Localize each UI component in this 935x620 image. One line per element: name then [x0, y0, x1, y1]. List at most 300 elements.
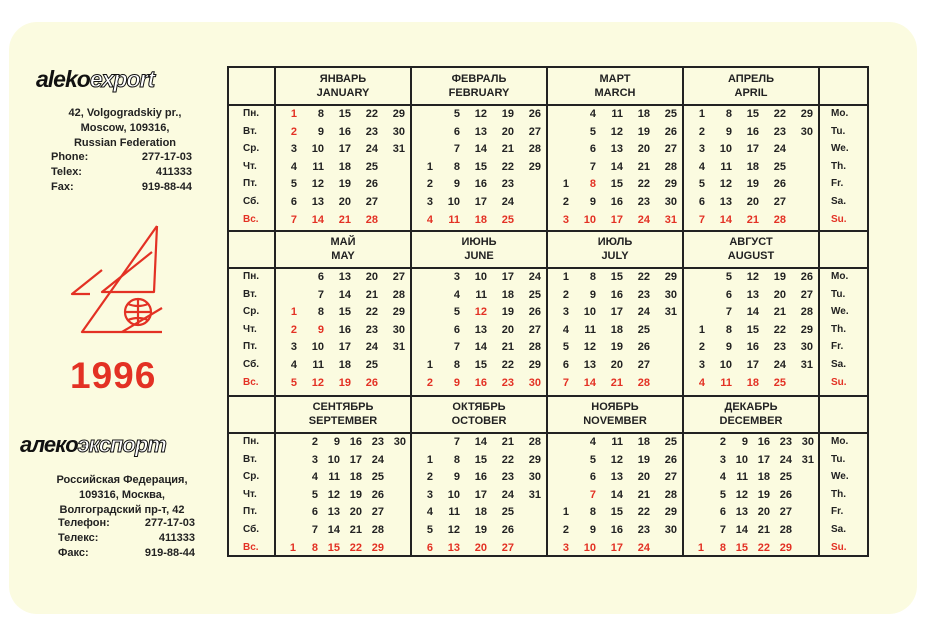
month-name-en: MAY — [331, 250, 355, 262]
day-cell: 3 — [311, 453, 318, 466]
day-cell: 15 — [338, 306, 351, 319]
day-cell: 7 — [589, 160, 596, 173]
day-cell: 2 — [719, 436, 726, 448]
day-cell: 15 — [610, 178, 623, 191]
day-cell: 30 — [392, 125, 405, 138]
day-cell: 17 — [501, 271, 514, 283]
day-cell: 2 — [311, 436, 318, 448]
day-cell: 15 — [474, 453, 487, 466]
day-cell: 14 — [735, 524, 748, 536]
day-cell: 19 — [773, 271, 786, 283]
day-cell: 2 — [426, 178, 433, 191]
day-cell: 4 — [290, 160, 297, 173]
day-cell: 17 — [474, 488, 487, 501]
day-cell: 3 — [698, 143, 705, 156]
day-cell: 23 — [779, 436, 792, 448]
day-cell: 14 — [610, 488, 623, 501]
day-cell: 31 — [800, 359, 813, 371]
day-cell: 6 — [453, 323, 460, 336]
day-cell: 30 — [528, 471, 541, 484]
day-cell: 14 — [311, 213, 324, 226]
day-cell: 10 — [474, 271, 487, 283]
day-cell: 17 — [338, 143, 351, 156]
day-cell: 16 — [474, 471, 487, 484]
day-cell: 18 — [501, 288, 514, 301]
grid-line — [229, 432, 867, 434]
day-cell: 16 — [610, 288, 623, 301]
day-cell: 24 — [365, 341, 378, 354]
day-cell: 20 — [501, 125, 514, 138]
day-cell: 8 — [317, 306, 324, 319]
weekday-label-ru: Вс. — [243, 541, 259, 553]
day-cell: 14 — [474, 436, 487, 448]
day-cell: 17 — [474, 196, 487, 208]
day-cell: 31 — [664, 213, 677, 226]
month-name-en: APRIL — [734, 87, 768, 99]
day-cell: 5 — [589, 125, 596, 138]
day-cell: 31 — [801, 453, 814, 466]
month-name-ru: ИЮНЬ — [461, 236, 497, 248]
day-cell: 25 — [501, 213, 514, 226]
day-cell: 8 — [453, 453, 460, 466]
day-cell: 29 — [800, 108, 813, 120]
day-cell: 2 — [562, 288, 569, 301]
day-cell: 5 — [725, 271, 732, 283]
day-cell: 19 — [474, 524, 487, 536]
day-cell: 1 — [290, 306, 297, 319]
month-name-en: OCTOBER — [451, 415, 507, 427]
day-cell: 17 — [610, 306, 623, 319]
day-cell: 15 — [474, 359, 487, 371]
day-cell: 1 — [562, 506, 569, 519]
day-cell: 9 — [725, 125, 732, 138]
day-cell: 17 — [610, 541, 623, 554]
day-cell: 24 — [501, 488, 514, 501]
day-cell: 23 — [365, 323, 378, 336]
day-cell: 12 — [311, 178, 324, 191]
day-cell: 21 — [501, 436, 514, 448]
day-cell: 17 — [746, 359, 759, 371]
day-cell: 13 — [610, 143, 623, 156]
day-cell: 10 — [735, 453, 748, 466]
month-name — [411, 235, 547, 263]
day-cell: 25 — [371, 471, 384, 484]
day-cell: 7 — [453, 341, 460, 354]
weekday-label-en: Sa. — [831, 359, 847, 370]
day-cell: 11 — [720, 376, 732, 389]
month-name-en: JUNE — [464, 250, 494, 262]
day-cell: 9 — [317, 125, 324, 138]
weekday-label-ru: Сб. — [243, 359, 260, 370]
day-cell: 24 — [501, 196, 514, 208]
day-cell: 10 — [719, 359, 732, 371]
weekday-label-ru: Сб. — [243, 524, 260, 535]
contact-row: Факс: 919-88-44 — [58, 547, 195, 559]
day-cell: 9 — [333, 436, 340, 448]
day-cell: 12 — [311, 376, 324, 389]
day-cell: 27 — [501, 541, 514, 554]
contact-row: Fax: 919-88-44 — [51, 181, 192, 193]
day-cell: 27 — [637, 359, 650, 371]
day-cell: 29 — [664, 178, 677, 191]
grid-line — [229, 230, 867, 232]
day-cell: 27 — [365, 196, 378, 208]
day-cell: 27 — [371, 506, 384, 519]
day-cell: 9 — [741, 436, 748, 448]
month-name-ru: ИЮЛЬ — [597, 236, 633, 248]
grid-line — [818, 68, 820, 555]
day-cell: 3 — [290, 143, 297, 156]
month-name-ru: ОКТЯБРЬ — [452, 401, 506, 413]
day-cell: 14 — [583, 376, 596, 389]
day-cell: 13 — [474, 323, 487, 336]
day-cell: 8 — [719, 541, 726, 554]
weekday-label-en: Sa. — [831, 196, 847, 207]
month-name — [683, 235, 819, 263]
day-cell: 13 — [474, 125, 487, 138]
day-cell: 19 — [501, 306, 514, 319]
day-cell: 24 — [637, 541, 650, 554]
day-cell: 2 — [562, 524, 569, 536]
day-cell: 15 — [746, 323, 759, 336]
day-cell: 20 — [637, 471, 650, 484]
day-cell: 8 — [725, 323, 732, 336]
day-cell: 23 — [501, 471, 514, 484]
day-cell: 26 — [528, 108, 541, 120]
weekday-label-ru: Ср. — [243, 143, 260, 155]
day-cell: 22 — [637, 506, 650, 519]
day-cell: 13 — [447, 541, 460, 554]
day-cell: 4 — [719, 471, 726, 484]
weekday-label-ru: Вт. — [243, 125, 257, 137]
day-cell: 8 — [725, 108, 732, 120]
day-cell: 5 — [426, 524, 433, 536]
day-cell: 4 — [426, 506, 433, 519]
grid-line — [229, 267, 867, 269]
day-cell: 28 — [365, 213, 378, 226]
day-cell: 25 — [773, 376, 786, 389]
day-cell: 5 — [562, 341, 569, 354]
day-cell: 3 — [426, 196, 433, 208]
day-cell: 28 — [528, 143, 541, 156]
day-cell: 5 — [453, 108, 460, 120]
day-cell: 9 — [589, 524, 596, 536]
day-cell: 29 — [800, 323, 813, 336]
weekday-label-en: Sa. — [831, 524, 847, 535]
day-cell: 7 — [562, 376, 569, 389]
day-cell: 15 — [735, 541, 748, 554]
day-cell: 21 — [349, 524, 362, 536]
day-cell: 25 — [528, 288, 541, 301]
day-cell: 22 — [637, 271, 650, 283]
day-cell: 20 — [365, 271, 378, 283]
day-cell: 9 — [589, 288, 596, 301]
day-cell: 25 — [365, 359, 378, 371]
day-cell: 22 — [349, 541, 362, 554]
weekday-label-ru: Ср. — [243, 306, 260, 318]
day-cell: 19 — [637, 125, 650, 138]
day-cell: 31 — [392, 341, 405, 354]
day-cell: 11 — [720, 160, 732, 173]
day-cell: 13 — [610, 471, 623, 484]
day-cell: 5 — [453, 306, 460, 319]
day-cell: 9 — [589, 196, 596, 208]
day-cell: 1 — [562, 178, 569, 191]
day-cell: 18 — [637, 108, 650, 120]
month-name-en: MARCH — [594, 87, 636, 99]
day-cell: 18 — [474, 506, 487, 519]
day-cell: 1 — [698, 323, 705, 336]
day-cell: 4 — [453, 288, 460, 301]
grid-line — [410, 68, 412, 555]
day-cell: 21 — [746, 213, 759, 226]
day-cell: 3 — [698, 359, 705, 371]
day-cell: 21 — [365, 288, 378, 301]
company-logo-latin: alekoexport — [36, 66, 155, 92]
month-name — [411, 72, 547, 100]
day-cell: 17 — [338, 341, 351, 354]
weekday-label-en: Tu. — [831, 453, 846, 465]
day-cell: 30 — [392, 323, 405, 336]
day-cell: 26 — [365, 376, 378, 389]
day-cell: 28 — [637, 376, 650, 389]
day-cell: 25 — [664, 436, 677, 448]
month-name-en: FEBRUARY — [448, 87, 510, 99]
contact-row: Telex: 411333 — [51, 166, 192, 178]
day-cell: 23 — [637, 196, 650, 208]
day-cell: 2 — [290, 125, 297, 138]
day-cell: 30 — [664, 524, 677, 536]
day-cell: 28 — [664, 488, 677, 501]
day-cell: 3 — [562, 541, 569, 554]
day-cell: 16 — [757, 436, 770, 448]
day-cell: 26 — [664, 453, 677, 466]
day-cell: 12 — [474, 306, 487, 319]
month-name-ru: МАЙ — [330, 236, 356, 248]
contact-row: Телефон: 277-17-03 — [58, 517, 195, 529]
month-name-ru: АВГУСТ — [729, 236, 773, 248]
day-cell: 18 — [338, 160, 351, 173]
weekday-label-en: We. — [831, 143, 849, 155]
day-cell: 30 — [393, 436, 406, 448]
month-name — [411, 400, 547, 428]
month-name-ru: СЕНТЯБРЬ — [312, 401, 374, 413]
weekday-label-en: We. — [831, 471, 849, 483]
day-cell: 30 — [800, 125, 813, 138]
day-cell: 21 — [757, 524, 770, 536]
day-cell: 12 — [474, 108, 487, 120]
day-cell: 8 — [311, 541, 318, 554]
day-cell: 8 — [453, 359, 460, 371]
day-cell: 5 — [290, 178, 297, 191]
day-cell: 3 — [719, 453, 726, 466]
day-cell: 16 — [610, 524, 623, 536]
day-cell: 26 — [365, 178, 378, 191]
day-cell: 23 — [637, 288, 650, 301]
weekday-label-ru: Пн. — [243, 108, 260, 119]
day-cell: 15 — [338, 108, 351, 120]
weekday-label-ru: Чт. — [243, 488, 257, 500]
day-cell: 13 — [735, 506, 748, 519]
day-cell: 12 — [583, 341, 596, 354]
day-cell: 30 — [800, 341, 813, 354]
day-cell: 16 — [474, 178, 487, 191]
day-cell: 16 — [746, 125, 759, 138]
day-cell: 31 — [392, 143, 405, 156]
day-cell: 19 — [637, 453, 650, 466]
contact-row: Телекс: 411333 — [58, 532, 195, 544]
day-cell: 2 — [426, 376, 433, 389]
day-cell: 7 — [290, 213, 297, 226]
weekday-label-en: Su. — [831, 213, 847, 225]
day-cell: 29 — [528, 359, 541, 371]
day-cell: 3 — [562, 306, 569, 319]
company-logo-cyrillic: алекоэкспорт — [20, 432, 166, 457]
day-cell: 24 — [528, 271, 541, 283]
month-name — [275, 400, 411, 428]
day-cell: 9 — [725, 341, 732, 354]
day-cell: 1 — [698, 108, 705, 120]
day-cell: 1 — [289, 541, 296, 554]
weekday-label-en: Th. — [831, 488, 846, 500]
day-cell: 20 — [637, 143, 650, 156]
day-cell: 17 — [610, 213, 623, 226]
day-cell: 28 — [528, 341, 541, 354]
day-cell: 20 — [349, 506, 362, 519]
day-cell: 1 — [426, 453, 433, 466]
day-cell: 14 — [474, 341, 487, 354]
day-cell: 3 — [290, 341, 297, 354]
day-cell: 25 — [779, 471, 792, 484]
day-cell: 21 — [773, 306, 786, 319]
day-cell: 8 — [589, 271, 596, 283]
day-cell: 26 — [664, 125, 677, 138]
month-name-ru: ФЕВРАЛЬ — [451, 73, 507, 85]
day-cell: 5 — [719, 488, 726, 501]
day-cell: 26 — [501, 524, 514, 536]
day-cell: 5 — [290, 376, 297, 389]
day-cell: 6 — [426, 541, 433, 554]
day-cell: 28 — [371, 524, 384, 536]
day-cell: 19 — [757, 488, 770, 501]
day-cell: 11 — [611, 436, 623, 448]
month-name — [683, 400, 819, 428]
grid-line — [274, 68, 276, 555]
day-cell: 24 — [779, 453, 792, 466]
weekday-label-en: Su. — [831, 541, 847, 553]
day-cell: 16 — [610, 196, 623, 208]
day-cell: 11 — [448, 506, 460, 519]
day-cell: 25 — [664, 108, 677, 120]
day-cell: 21 — [637, 488, 650, 501]
weekday-label-ru: Сб. — [243, 196, 260, 207]
day-cell: 4 — [698, 376, 705, 389]
day-cell: 26 — [371, 488, 384, 501]
weekday-label-en: Th. — [831, 323, 846, 335]
day-cell: 10 — [447, 488, 460, 501]
contact-row: Phone: 277-17-03 — [51, 151, 192, 163]
month-name — [547, 235, 683, 263]
day-cell: 9 — [453, 376, 460, 389]
weekday-label-ru: Ср. — [243, 471, 260, 483]
day-cell: 6 — [725, 288, 732, 301]
month-name — [275, 72, 411, 100]
month-name — [547, 400, 683, 428]
weekday-label-en: We. — [831, 306, 849, 318]
day-cell: 11 — [475, 288, 487, 301]
weekday-label-en: Fr. — [831, 341, 844, 353]
day-cell: 28 — [664, 160, 677, 173]
day-cell: 5 — [311, 488, 318, 501]
day-cell: 20 — [474, 541, 487, 554]
day-cell: 1 — [697, 541, 704, 554]
day-cell: 25 — [773, 160, 786, 173]
day-cell: 1 — [426, 160, 433, 173]
day-cell: 27 — [528, 125, 541, 138]
day-cell: 28 — [800, 306, 813, 319]
day-cell: 26 — [773, 178, 786, 191]
day-cell: 29 — [392, 306, 405, 319]
day-cell: 16 — [746, 341, 759, 354]
calendar-grid — [227, 66, 869, 557]
weekday-label-en: Tu. — [831, 125, 846, 137]
day-cell: 30 — [664, 288, 677, 301]
day-cell: 1 — [290, 108, 297, 120]
day-cell: 7 — [453, 436, 460, 448]
day-cell: 29 — [664, 506, 677, 519]
day-cell: 13 — [746, 288, 759, 301]
day-cell: 22 — [501, 359, 514, 371]
day-cell: 4 — [589, 436, 596, 448]
day-cell: 18 — [474, 213, 487, 226]
month-name-ru: АПРЕЛЬ — [727, 73, 774, 85]
company-emblem-logo — [62, 222, 172, 347]
day-cell: 20 — [757, 506, 770, 519]
weekday-label-ru: Вс. — [243, 213, 259, 225]
day-cell: 11 — [312, 359, 324, 371]
day-cell: 7 — [725, 306, 732, 319]
day-cell: 24 — [371, 453, 384, 466]
day-cell: 24 — [637, 306, 650, 319]
day-cell: 14 — [610, 160, 623, 173]
day-cell: 10 — [583, 541, 596, 554]
weekday-label-ru: Пн. — [243, 271, 260, 282]
day-cell: 25 — [637, 323, 650, 336]
day-cell: 21 — [610, 376, 623, 389]
day-cell: 6 — [589, 471, 596, 484]
day-cell: 9 — [453, 178, 460, 191]
day-cell: 20 — [773, 288, 786, 301]
day-cell: 19 — [610, 341, 623, 354]
day-cell: 7 — [453, 143, 460, 156]
day-cell: 29 — [371, 541, 384, 554]
day-cell: 16 — [349, 436, 362, 448]
day-cell: 16 — [338, 125, 351, 138]
month-name-ru: ДЕКАБРЬ — [724, 401, 778, 413]
day-cell: 29 — [664, 271, 677, 283]
day-cell: 18 — [746, 160, 759, 173]
month-name — [275, 235, 411, 263]
day-cell: 26 — [637, 341, 650, 354]
day-cell: 23 — [773, 341, 786, 354]
day-cell: 28 — [773, 213, 786, 226]
day-cell: 7 — [698, 213, 705, 226]
day-cell: 27 — [392, 271, 405, 283]
day-cell: 3 — [562, 213, 569, 226]
day-cell: 26 — [528, 306, 541, 319]
day-cell: 4 — [290, 359, 297, 371]
day-cell: 24 — [773, 359, 786, 371]
